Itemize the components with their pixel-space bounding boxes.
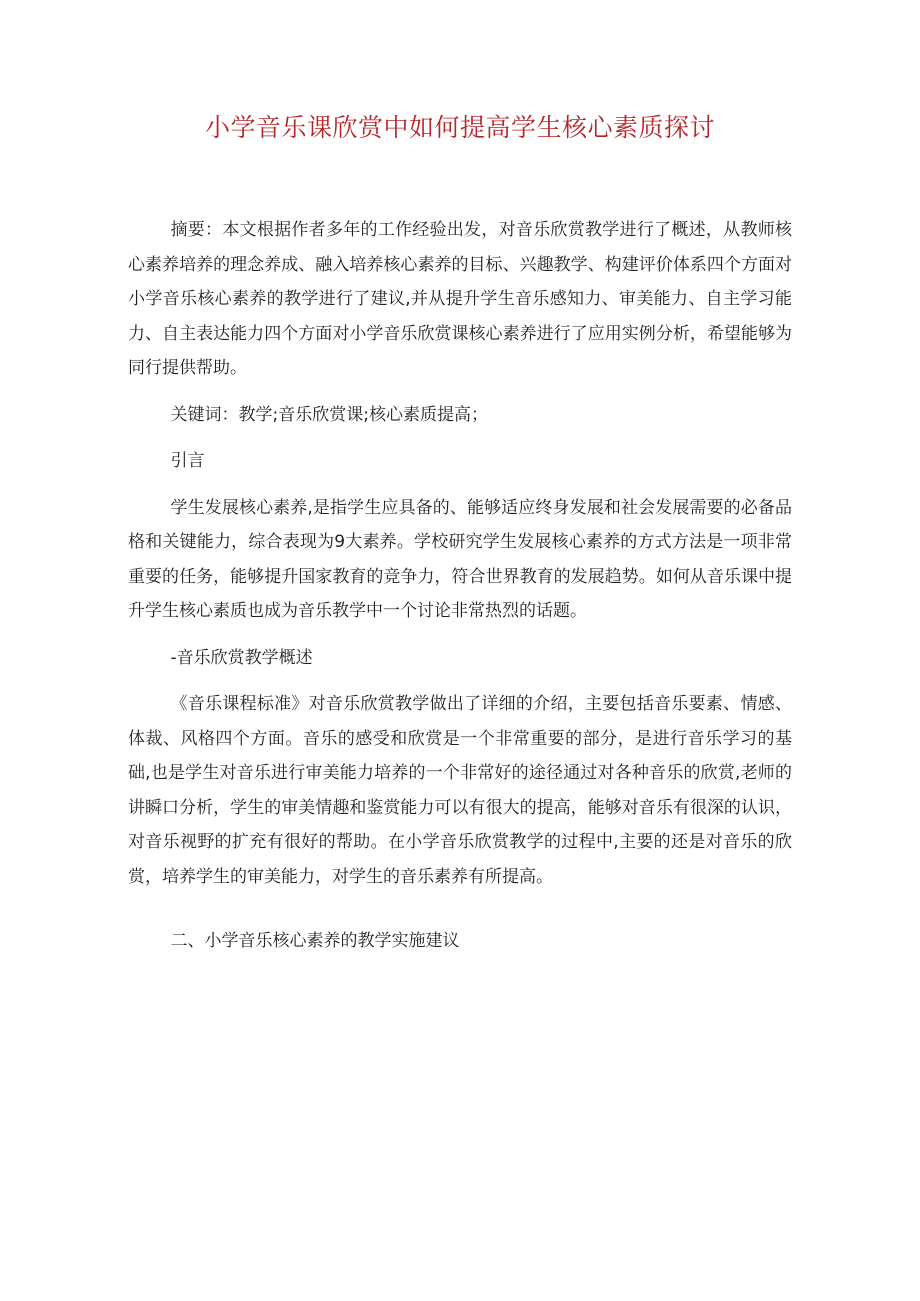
keywords-line: 关键词：教学;音乐欣赏课;核心素质提高； (170, 404, 488, 425)
abstract-paragraph: 摘要：本文根据作者多年的工作经验出发，对音乐欣赏教学进行了概述，从教师核心素养培养的理念养成、融入培养核心素养的目标、兴趣教学、构建评价体系四个方面对小学音乐核心素养的教学进行了建议,并从提升学生音乐感知力、审美能力、自主学习能力、自主表达能力四个方面对小学音乐欣赏课核心素养进行了应用实例分析，希望能够为同行提供帮助。 (128, 220, 792, 378)
intro-paragraph: 学生发展核心素养,是指学生应具备的、能够适应终身发展和社会发展需要的必备品格和关键能力，综合表现为9大素养。学校研究学生发展核心素养的方式方法是一项非常重要的任务，能够提升国家教育的竞争力，符合世界教育的发展趋势。如何从音乐课中提升学生核心素质也成为音乐教学中一个讨论非常热烈的话题。 (128, 497, 792, 621)
section-heading-2: 二、小学音乐核心素养的教学实施建议 (170, 931, 460, 951)
document-body (128, 213, 792, 959)
document-title: 小学音乐课欣赏中如何提高学生核心素质探讨 (204, 113, 715, 142)
intro-heading: 引言 (170, 451, 205, 471)
section-heading-1: -音乐欣赏教学概述 (170, 647, 313, 668)
section-1-paragraph: 《音乐课程标准》对音乐欣赏教学做出了详细的介绍，主要包括音乐要素、情感、体裁、风格四个方面。音乐的感受和欣赏是一个非常重要的部分，是进行音乐学习的基础,也是学生对音乐进行审美能力培养的一个非常好的途径通过对各种音乐的欣赏,老师的讲瞬口分析，学生的审美情趣和鉴赏能力可以有很大的提高，能够对音乐有很深的认识，对音乐视野的扩充有很好的帮助。在小学音乐欣赏教学的过程中,主要的还是对音乐的欣赏，培养学生的审美能力，对学生的音乐素养有所提高。 (128, 694, 792, 887)
